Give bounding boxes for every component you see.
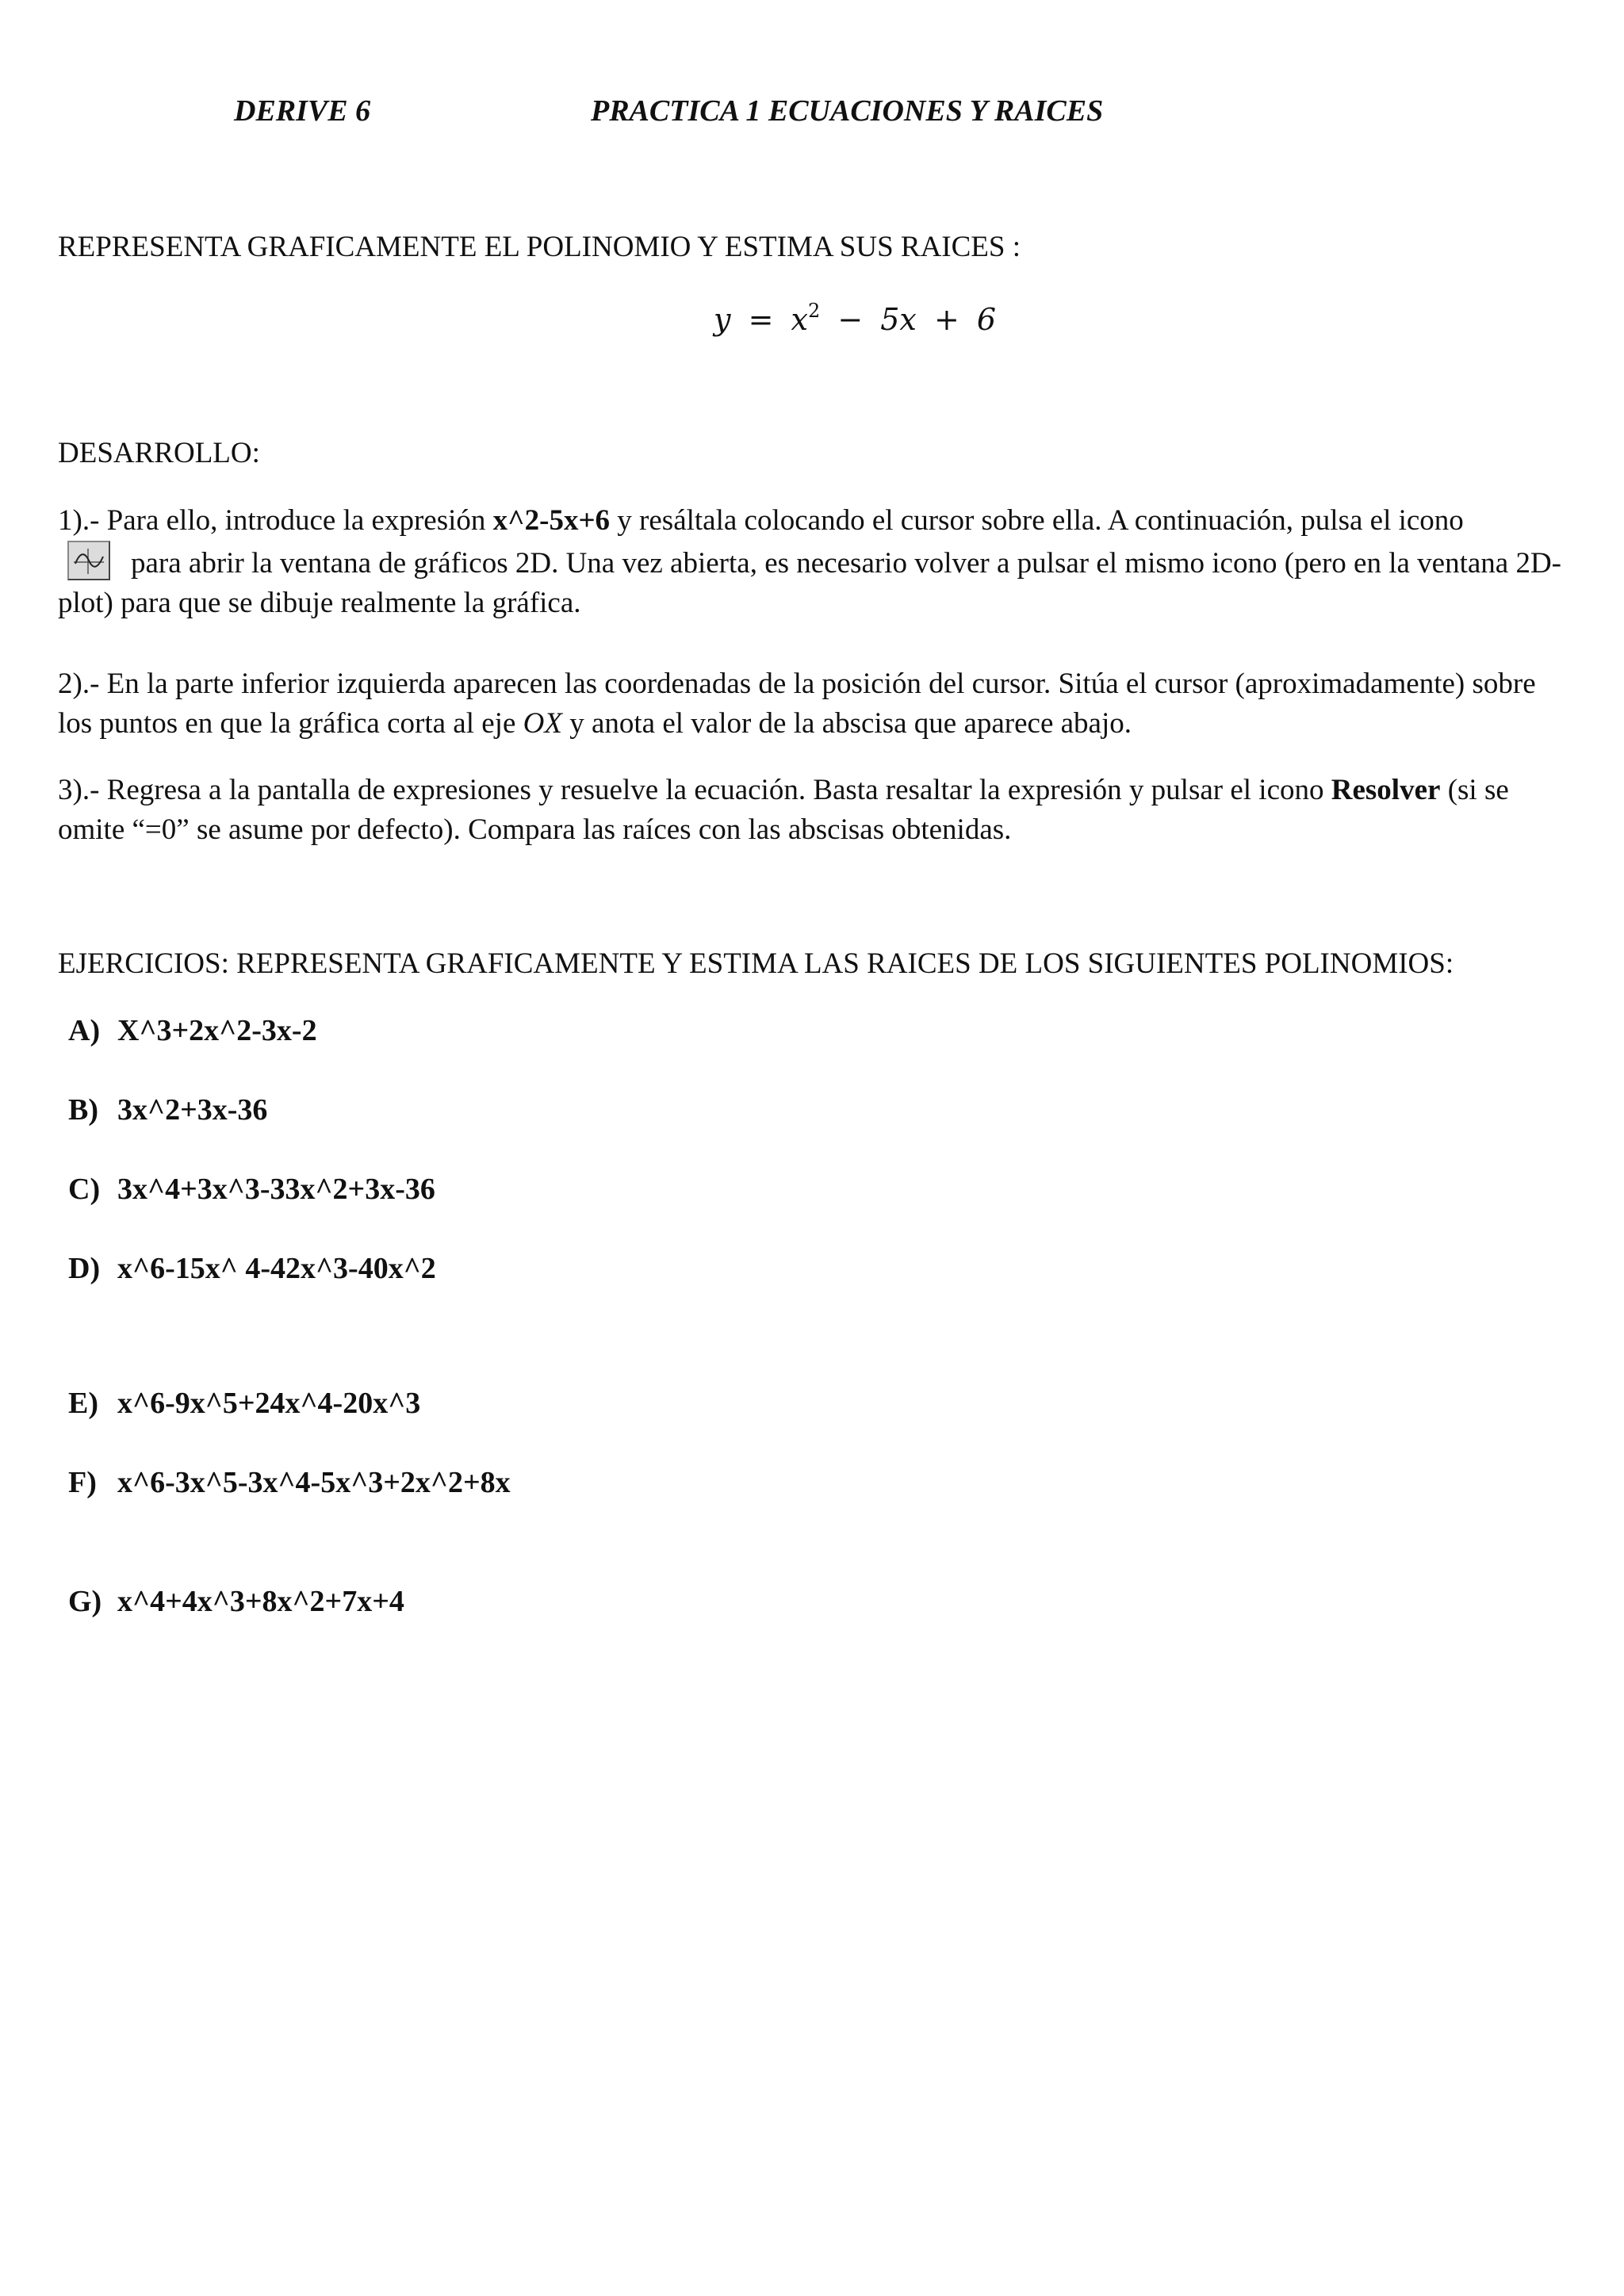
step-3-text-b: (si se omite “=0” se asume por defecto). Compara las raíces con las abscisas obtenidas. xyxy=(58,774,1509,846)
step-3 xyxy=(58,771,1565,850)
formula-lhs: y xyxy=(714,302,731,337)
step-2 xyxy=(58,664,1565,744)
exercise-item xyxy=(68,1465,511,1500)
exercise-expression: 3x^2+3x-36 xyxy=(117,1093,268,1127)
exercise-item xyxy=(68,1386,420,1421)
development-title: DESARROLLO: xyxy=(58,437,260,469)
exercise-expression: x^6-3x^5-3x^4-5x^3+2x^2+8x xyxy=(117,1466,511,1499)
step-1-expression: x^2-5x+6 xyxy=(492,504,611,537)
formula-equals: = xyxy=(748,302,774,337)
exercise-letter: D) xyxy=(68,1252,101,1285)
step-2-text-b: y anota el valor de la abscisa que aparece abajo. xyxy=(561,707,1132,740)
exercise-letter: A) xyxy=(68,1014,101,1047)
step-1-text-a: 1).- Para ello, introduce la expresión xyxy=(58,504,493,537)
exercise-letter: C) xyxy=(68,1173,101,1206)
exercise-expression: 3x^4+3x^3-33x^2+3x-36 xyxy=(117,1173,435,1206)
exercise-item xyxy=(68,1172,435,1207)
formula-minus: − xyxy=(837,302,864,337)
step-1-text-b: y resáltala colocando el cursor sobre ella. A continuación, pulsa el icono xyxy=(610,504,1464,537)
exercise-item xyxy=(68,1584,404,1619)
exercise-expression: X^3+2x^2-3x-2 xyxy=(117,1014,317,1047)
step-3-text-a: 3).- Regresa a la pantalla de expresiones y resuelve la ecuación. Basta resaltar la expresión y pulsar el icono xyxy=(58,774,1331,806)
exercise-item xyxy=(68,1093,267,1127)
step-3-resolver: Resolver xyxy=(1331,774,1441,806)
formula-term2: 5x xyxy=(880,302,917,337)
2d-plot-icon[interactable] xyxy=(67,541,110,580)
exercise-letter: B) xyxy=(68,1093,98,1127)
header-title: PRACTICA 1 ECUACIONES Y RAICES xyxy=(591,94,1104,128)
exercise-item xyxy=(68,1251,436,1286)
exercise-letter: E) xyxy=(68,1387,98,1420)
formula-base: x xyxy=(791,302,808,337)
formula-plus: + xyxy=(933,302,959,337)
exercise-expression: x^6-9x^5+24x^4-20x^3 xyxy=(117,1387,421,1420)
exercise-expression: x^4+4x^3+8x^2+7x+4 xyxy=(117,1585,404,1618)
exercise-item xyxy=(68,1013,317,1048)
step-2-text-a: 2).- En la parte inferior izquierda aparecen las coordenadas de la posición del cursor. Sitúa el cursor (aproximadamente) sobre los puntos en que la gráfica corta al eje xyxy=(58,668,1536,740)
formula-exponent: 2 xyxy=(807,300,821,322)
formula-term3: 6 xyxy=(976,302,997,337)
step-2-axis: OX xyxy=(523,707,562,740)
exercises-title: EJERCICIOS: REPRESENTA GRAFICAMENTE Y ESTIMA LAS RAICES DE LOS SIGUIENTES POLINOMIOS: xyxy=(58,947,1454,980)
intro-instruction: REPRESENTA GRAFICAMENTE EL POLINOMIO Y ESTIMA SUS RAICES : xyxy=(58,231,1021,263)
step-1 xyxy=(58,501,1565,623)
exercise-expression: x^6-15x^ 4-42x^3-40x^2 xyxy=(117,1252,436,1285)
exercise-letter: F) xyxy=(68,1466,97,1499)
exercise-letter: G) xyxy=(68,1585,102,1618)
polynomial-formula xyxy=(714,300,996,337)
header-left: DERIVE 6 xyxy=(234,94,371,128)
step-1-text-c: para abrir la ventana de gráficos 2D. Una vez abierta, es necesario volver a pulsar el mismo icono (pero en la ventana 2D-plot) para que se dibuje realmente la gráfica. xyxy=(58,547,1562,619)
